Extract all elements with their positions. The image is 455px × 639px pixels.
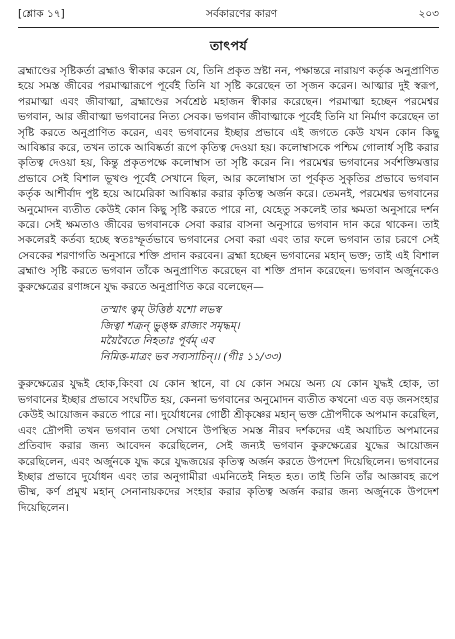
verse-line: জিত্বা শত্রূন্ ভুঙ্‌ক্ষ রাজ্যং সমৃদ্ধম্। xyxy=(100,319,240,332)
chapter-title: সর্বকারণের কারণ xyxy=(206,8,278,20)
purport-paragraph-2: কুরুক্ষেত্রের যুদ্ধই হোক,কিংবা যে কোন স্থানে, বা যে কোন সময়ে অন্য যে কোন যুদ্ধই হোক, তা ভগবানের ইচ্ছার প্রভাবে সংঘটিত হয়, কেননা ভগবানের অনুমোদন ব্যতীত কখনো এত বড় জনসংহার কেউই আয়োজন করতে পারে না। দুর্যোধনের গোষ্ঠী শ্রীকৃষ্ণের মহান্ ভক্ত দ্রৌপদীকে অপমান করেছিল, এবং দ্রৌপদী তখন ভগবান তথা সেখানে উপস্থিত সমস্ত নীরব দর্শকদের এই অযাচিত অপমানের প্রতিবাদ করার জন্য আবেদন করেছিলেন, সেই জন্যই ভগবান কুরুক্ষেত্রের যুদ্ধের আয়োজন করেছিলেন, এবং অর্জুনকে যুদ্ধ করে যুদ্ধজয়ের কৃতিত্ব অর্জন করতে উপদেশ দিয়েছিলেন। ভগবানের ইচ্ছার প্রভাবে দুর্যোধন এবং তার অনুগামীরা এমনিতেই নিহত হত। তাই তিনি তাঁর আজ্ঞাবহ রূপে ভীষ্ম, কর্ণ প্রমুখ মহান্ সেনানায়কদের সংহার করার কৃতিত্ব অর্জন করার জন্য অর্জুনকে উপদেশ দিয়েছিলেন। xyxy=(18,378,439,514)
verse-reference: [শ্লোক ১৭] xyxy=(18,8,65,20)
verse-line: ময়ৈবৈতে নিহতাঃ পূর্বম্ এব xyxy=(100,335,214,348)
header-divider xyxy=(18,27,439,28)
page-number: ২০৩ xyxy=(418,8,439,20)
verse-line: তস্মাৎ ত্বম্ উত্তিষ্ঠ যশো লভস্ব xyxy=(100,304,221,317)
running-header xyxy=(18,0,439,24)
gita-verse xyxy=(100,303,439,365)
purport-paragraph-1: ব্রহ্মাণ্ডের সৃষ্টিকর্তা ব্রহ্মাও স্বীকার করেন যে, তিনি প্রকৃত স্রষ্টা নন, পক্ষান্তরে নারায়ণ কর্তৃক অনুপ্রাণিত হয়ে সমস্ত জীবের পরমাত্মারূপে পূর্বেই তিনি যা সৃষ্টি করেছেন তা সৃজন করেন। আত্মার দুই স্বরূপ, পরমাত্মা এবং জীবাত্মা, ব্রহ্মাণ্ডের সর্বশ্রেষ্ঠ মহাজন স্বীকার করেছেন। পরমাত্মা হচ্ছেন পরমেশ্বর ভগবান, আর জীবাত্মা ভগবানের নিত্য সেবক। ভগবান জীবাত্মাকে পূর্বেই তিনি যা নির্মাণ করেছেন তা সৃষ্টি করতে অনুপ্রাণিত করেন, এবং ভগবানের ইচ্ছার প্রভাবে এই জগতে কেউ যখন কোন কিছু আবিষ্কার করে, তখন তাকে আবিষ্কর্তা রূপে কৃতিত্ব দেওয়া হয়। কলোম্বাসকে পশ্চিম গোলার্ধ সৃষ্টি করার কৃতিত্ব দেওয়া হয়, কিন্তু প্রকৃতপক্ষে কলোম্বাস তা সৃষ্টি করেন নি। পরমেশ্বর ভগবানের সর্বশক্তিমত্তার প্রভাবে সেই বিশাল ভূখণ্ড পূর্বেই সেখানে ছিল, আর কলোম্বাস তা পূর্বকৃত সুকৃতির প্রভাবে ভগবান কর্তৃক আশীর্বাদ পুষ্ট হয়ে আমেরিকা আবিষ্কার করার কৃতিত্ব অর্জন করে। তেমনই, পরমেশ্বর ভগবানের অনুমোদন ব্যতীত কেউই কোন কিছু সৃষ্টি করতে পারে না, যেহেতু সকলেই তার ক্ষমতা অনুসারে দর্শন করে। সেই ক্ষমতাও জীবের ভগবানকে সেবা করার বাসনা অনুসারে ভগবান দান করে থাকেন। তাই সকলেরই কর্তব্য হচ্ছে স্বতঃস্ফূর্তভাবে ভগবানের সেবা করা এবং তার ফলে ভগবান তার চরণে সেই সেবকের শরণাগতি অনুসারে শক্তি প্রদান করবেন। ব্রহ্মা হচ্ছেন ভগবানের মহান্ ভক্ত; তাই এই বিশাল ব্রহ্মাণ্ড সৃষ্টি করতে ভগবান তাঁকে অনুপ্রাণিত করেছেন বা শক্তি প্রদান করেছেন। ভগবান অর্জুনকেও কুরুক্ষেত্রের রণাঙ্গনে যুদ্ধ করতে অনুপ্রাণিত করে বলেছেন— xyxy=(18,65,439,293)
verse-line: নিমিত্ত-মাত্রং ভব সব্যসাচিন্।। (গীঃ ১১/৩৩) xyxy=(100,350,282,363)
section-title: তাৎপর্য xyxy=(209,38,248,53)
